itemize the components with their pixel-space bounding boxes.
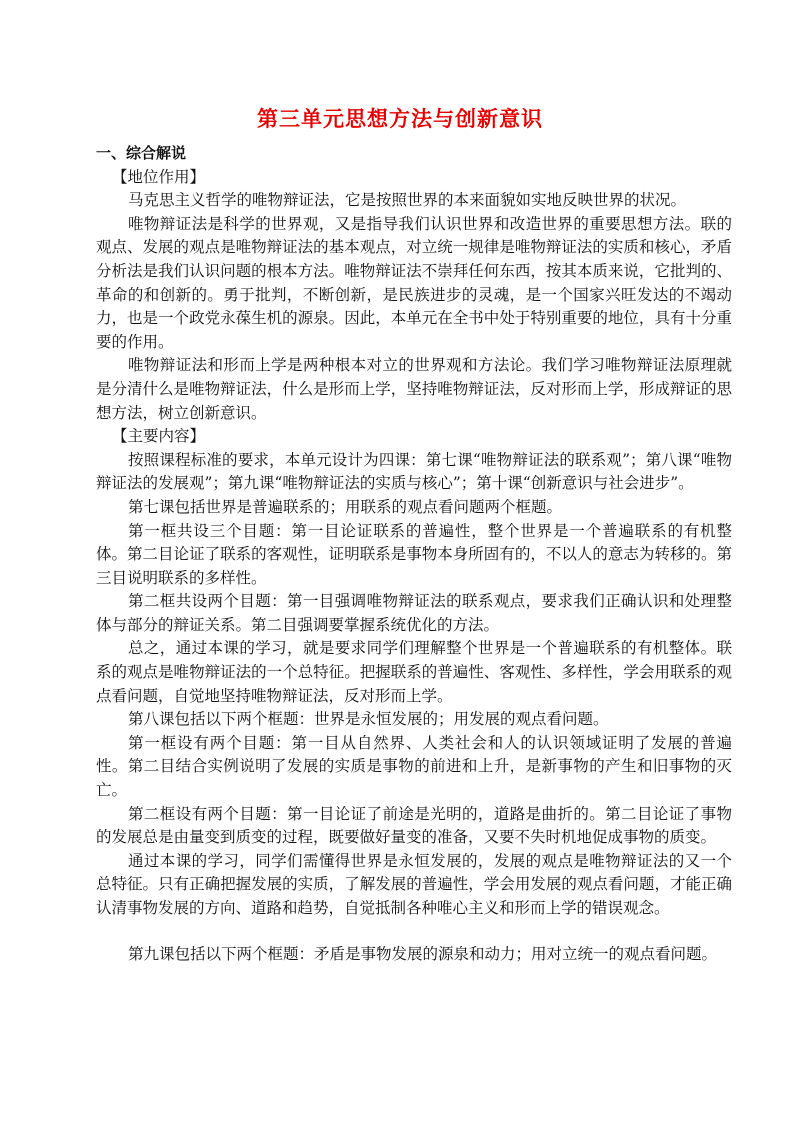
paragraph: 第八课包括以下两个框题：世界是永恒发展的；用发展的观点看问题。 [128,710,609,729]
subheading-role: 【地位作用】 [112,167,206,186]
section-heading: 一、综合解说 [96,144,187,162]
paragraph: 马克思主义哲学的唯物辩证法，它是按照世界的本来面貌如实地反映世界的状况。 [128,191,687,210]
paragraph: 唯物辩证法和形而上学是两种根本对立的世界观和方法论。我们学习唯物辩证法原理就是分清什么是唯物辩证法，什么是形而上学，坚持唯物辩证法，反对形而上学，形成辩证的思想方法，树立创新意识。 [96,356,732,422]
paragraph: 按照课程标准的要求，本单元设计为四课：第七课“唯物辩证法的联系观”；第八课“唯物辩证法的发展观”；第九课“唯物辩证法的实质与核心”；第十课“创新意识与社会进步”。 [96,450,732,493]
paragraph: 通过本课的学习，同学们需懂得世界是永恒发展的，发展的观点是唯物辩证法的又一个总特征。只有正确把握发展的实质，了解发展的普遍性，学会用发展的观点看问题，才能正确认清事物发展的方向、道路和趋势，自觉抵制各种唯心主义和形而上学的错误观念。 [96,851,732,917]
document-title: 第三单元思想方法与创新意识 [257,107,543,131]
paragraph-gap [96,921,732,943]
paragraph: 第一框设有两个目题：第一目从自然界、人类社会和人的认识领域证明了发展的普遍性。第二目结合实例说明了发展的实质是事物的前进和上升，是新事物的产生和旧事物的灭亡。 [96,733,732,800]
paragraph: 第二框设有两个目题：第一目论证了前途是光明的，道路是曲折的。第二目论证了事物的发展总是由量变到质变的过程，既要做好量变的准备，又要不失时机地促成事物的质变。 [96,804,732,847]
paragraph: 第一框共设三个目题：第一目论证联系的普遍性，整个世界是一个普遍联系的有机整体。第二目论证了联系的客观性，证明联系是事物本身所固有的，不以人的意志为转移的。第三目说明联系的多样性。 [96,521,732,587]
paragraph: 唯物辩证法是科学的世界观，又是指导我们认识世界和改造世界的重要思想方法。联的观点、发展的观点是唯物辩证法的基本观点，对立统一规律是唯物辩证法的实质和核心，矛盾分析法是我们认识问题的根本方法。唯物辩证法不崇拜任何东西，按其本质来说，它批判的、革命的和创新的。勇于批判，不断创新，是民族进步的灵魂，是一个国家兴旺发达的不竭动力，也是一个政党永葆生机的源泉。因此，本单元在全书中处于特别重要的地位，具有十分重要的作用。 [96,214,732,351]
paragraph: 总之，通过本课的学习，就是要求同学们理解整个世界是一个普遍联系的有机整体。联系的观点是唯物辩证法的一个总特征。把握联系的普遍性、客观性、多样性，学会用联系的观点看问题，自觉地坚持唯物辩证法，反对形而上学。 [96,639,732,705]
paragraph: 第二框共设两个目题：第一目强调唯物辩证法的联系观点，要求我们正确认识和处理整体与部分的辩证关系。第二目强调要掌握系统优化的方法。 [96,592,732,634]
document-body [96,142,732,966]
paragraph: 第七课包括世界是普遍联系的；用联系的观点看问题两个框题。 [128,497,563,516]
paragraph: 第九课包括以下两个框题：矛盾是事物发展的源泉和动力；用对立统一的观点看问题。 [128,944,718,963]
subheading-content: 【主要内容】 [112,427,206,446]
